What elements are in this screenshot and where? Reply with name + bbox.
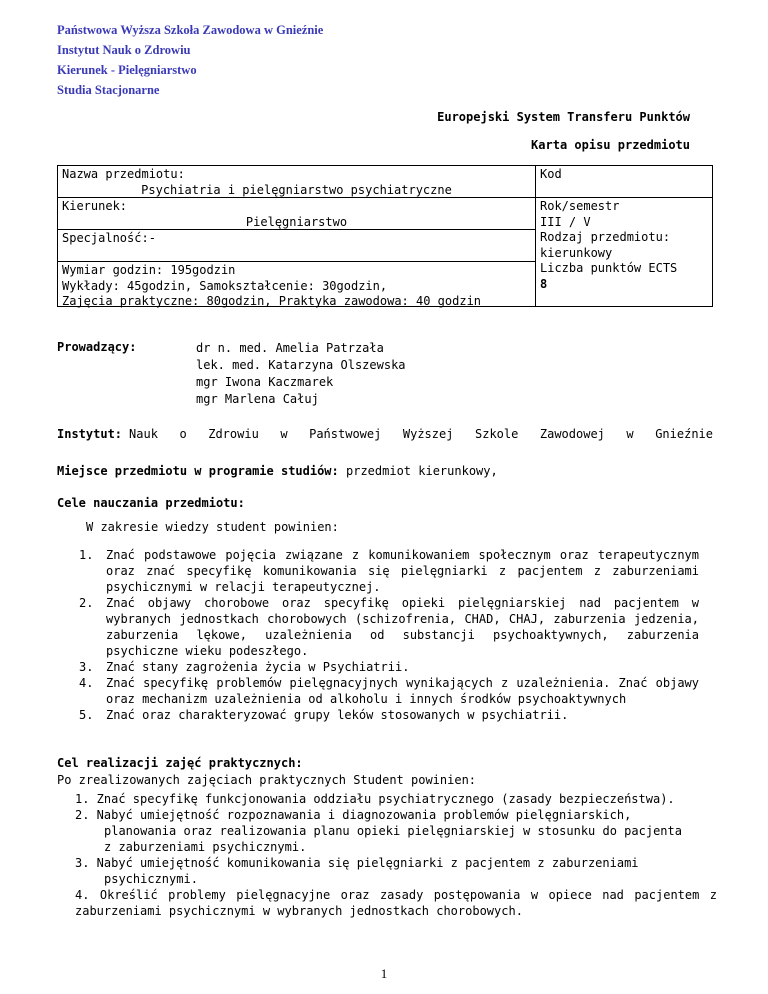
practical-goals-heading: Cel realizacji zajęć praktycznych: [57,756,303,770]
year-semester-value: III / V [540,214,591,229]
teaching-goals-intro: W zakresie wiedzy student powinien: [86,520,339,534]
field-label: Kierunek: [62,199,128,213]
institute-value: Nauk o Zdrowiu w Państwowej Wyższej Szkole Zawodowej w Gnieźnie [129,427,713,441]
list-number: 2. [79,596,94,610]
program-place-value: przedmiot kierunkowy, [346,464,498,478]
lecturer-name: mgr Iwona Kaczmarek [196,375,334,389]
list-item [79,707,699,723]
type-label: Rodzaj przedmiotu: [540,230,671,244]
specialty-label: Specjalność:- [62,231,156,245]
field-of-study: Kierunek - Pielęgniarstwo [57,63,197,77]
goal-text: Znać specyfikę problemów pielęgnacyjnych wynikających z uzależnienia. Znać objawy oraz mechanizm uzależnienia od alkoholu i innych środków psychoaktywnych [106,676,699,706]
list-item: 4. Określić problemy pielęgnacyjne oraz zasady postępowania w opiece nad pacjentem z [75,888,717,902]
code-label: Kod [540,167,562,181]
list-item [79,675,699,707]
list-item-continuation: z zaburzeniami psychicznymi. [104,840,307,854]
course-table [57,165,713,307]
institute-row [57,427,713,441]
system-title: Europejski System Transferu Punktów [437,110,690,124]
institute-name: Instytut Nauk o Zdrowiu [57,43,191,57]
lecturer-name: lek. med. Katarzyna Olszewska [196,358,406,372]
program-place-row [57,464,498,478]
page-number: 1 [380,966,388,981]
list-item [79,595,699,659]
list-number: 1. [79,548,94,562]
hours-practice: Zajęcia praktyczne: 80godzin, Praktyka zawodowa: 40 godzin [62,294,482,308]
ects-label: Liczba punktów ECTS [540,261,678,275]
lecturer-name: dr n. med. Amelia Patrzała [196,341,384,355]
institute-label: Instytut: [57,427,123,441]
teaching-goals-list [79,547,699,723]
subject-label: Nazwa przedmiotu: [62,167,185,181]
list-item: 1. Znać specyfikę funkcjonowania oddziału psychiatrycznego (zasady bezpieczeństwa). [75,792,675,806]
subject-cell [58,166,535,198]
institution-header [57,20,323,100]
lecturers-label: Prowadzący: [57,340,137,354]
hours-cell [58,262,535,308]
hours-lectures: Wykłady: 45godzin, Samokształcenie: 30godzin, [62,278,388,293]
meta-cell [536,198,712,293]
list-item: 2. Nabyć umiejętność rozpoznawania i diagnozowania problemów pielęgniarskich, [75,808,632,822]
list-item [79,547,699,595]
year-semester-label: Rok/semestr [540,199,620,213]
goal-text: Znać oraz charakteryzować grupy leków stosowanych w psychiatrii. [106,708,569,722]
list-item-continuation: zaburzeniami psychicznymi w wybranych jednostkach chorobowych. [75,904,523,918]
goal-text: Znać objawy chorobowe oraz specyfikę opieki pielęgniarskiej nad pacjentem w wybranych jednostkach chorobowych (schizofrenia, CHAD, CHAJ, zaburzenia jedzenia, zaburzenia lękowe, uzależnienia od substancji psychoaktywnych, zaburzenia psychiczne wieku podeszłego. [106,596,699,658]
list-item: 3. Nabyć umiejętność komunikowania się pielęgniarki z pacjentem z zaburzeniami [75,856,639,870]
hours-total: Wymiar godzin: 195godzin [62,263,236,277]
ects-value: 8 [540,276,548,291]
list-number: 4. [79,676,94,690]
study-mode: Studia Stacjonarne [57,83,160,97]
specialty-cell [58,230,535,262]
type-value: kierunkowy [540,245,613,260]
course-table-left [58,166,536,306]
goal-text: Znać stany zagrożenia życia w Psychiatrii. [106,660,410,674]
lecturers-list [196,340,406,408]
practical-goals-list [57,791,717,919]
list-item-continuation: psychicznymi. [104,872,198,886]
course-table-right [536,166,712,306]
list-number: 3. [79,660,94,674]
lecturer-name: mgr Marlena Całuj [196,392,319,406]
list-item-continuation: planowania oraz realizowania planu opieki pielęgniarskiej w stosunku do pacjenta [104,824,682,838]
teaching-goals-heading: Cele nauczania przedmiotu: [57,496,245,510]
list-item [79,659,699,675]
code-cell [536,166,712,198]
subject-value: Psychiatria i pielęgniarstwo psychiatryczne [141,182,452,197]
field-value: Pielęgniarstwo [245,214,348,229]
university-name: Państwowa Wyższa Szkoła Zawodowa w Gnieźnie [57,23,324,37]
goal-text: Znać podstawowe pojęcia związane z komunikowaniem społecznym oraz terapeutycznym oraz znać specyfikę komunikowania się pielęgniarki z pacjentem z zaburzeniami psychicznymi w relacji terapeutycznej. [106,548,699,594]
list-number: 5. [79,708,94,722]
card-title: Karta opisu przedmiotu [531,138,690,152]
field-cell [58,198,535,230]
program-place-label: Miejsce przedmiotu w programie studiów: [57,464,339,478]
practical-goals-intro: Po zrealizowanych zajęciach praktycznych Student powinien: [57,773,477,787]
